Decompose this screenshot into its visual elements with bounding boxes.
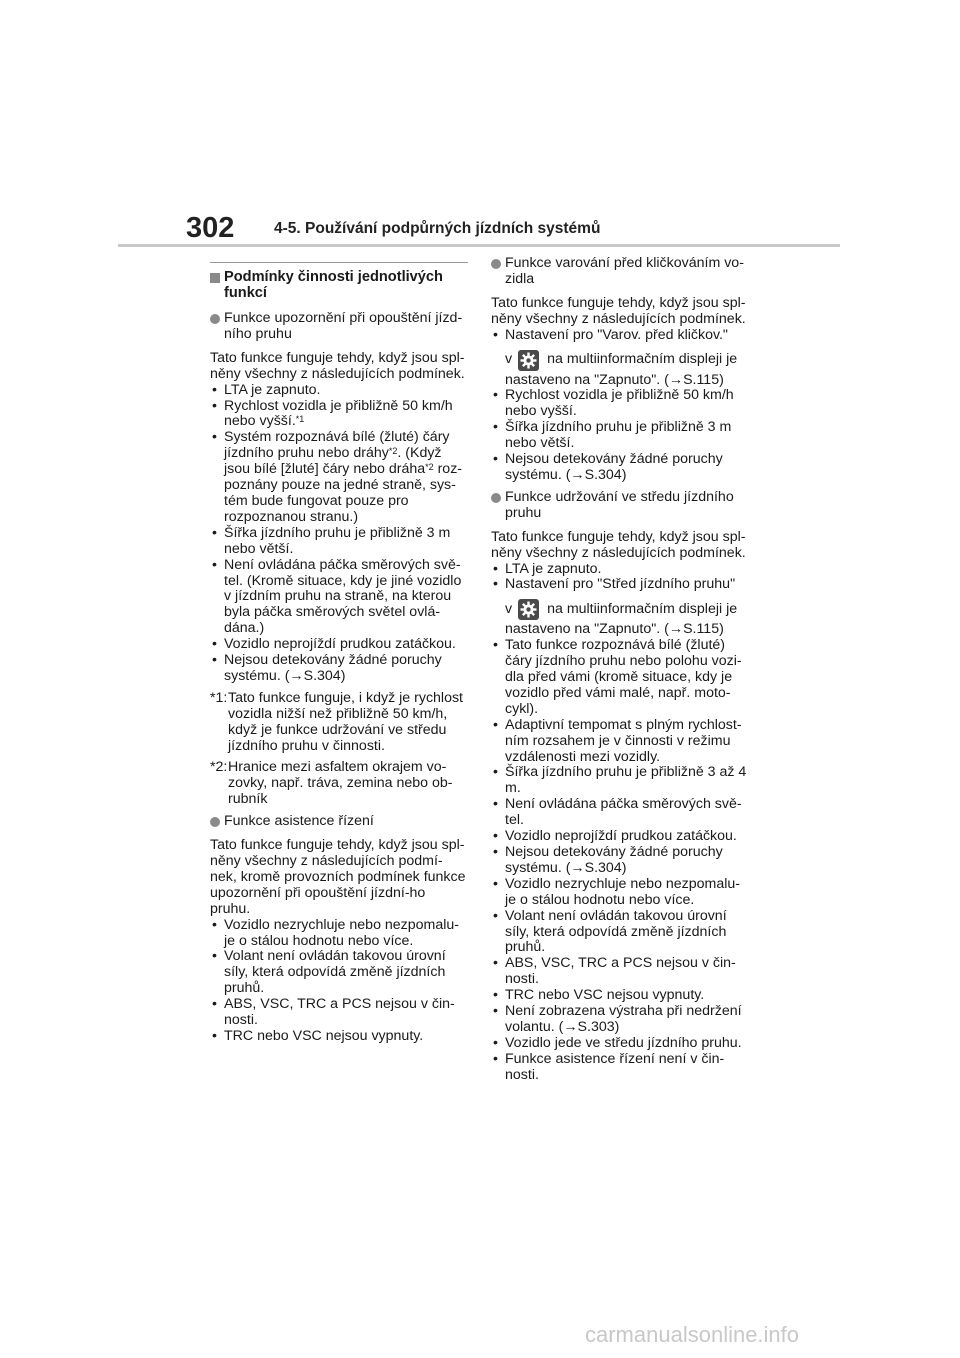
left-column <box>210 262 468 1051</box>
list-item: • Nastavení pro "Varov. před kličkov." <box>491 328 749 344</box>
header-divider <box>118 244 840 247</box>
list-item: • Funkce asistence řízení není v čin-nosti. <box>491 1052 749 1084</box>
lane-departure-intro: Tato funkce funguje tehdy, když jsou spl-něny všechny z následujících podmínek. <box>210 349 465 382</box>
steering-assist-intro: Tato funkce funguje tehdy, když jsou spl-něny všechny z následujících podmí-nek, kromě provozních podmínek funkce upozornění při opouštění jízdní-ho pruhu. <box>210 837 466 917</box>
sway-warning-heading: Funkce varování před kličkováním vo-zidla <box>491 256 749 288</box>
list-item: • Není ovládána páčka směrových svě-tel. (Kromě situace, kdy je jiné vozidlo v jízdním pruhu na straně, na kterou byla páčka směrových světel ovlá-dána.) <box>210 558 468 638</box>
watermark: carmanualsonline.info <box>585 1322 800 1347</box>
list-item: • Vozidlo neprojíždí prudkou zatáčkou. <box>210 637 468 653</box>
lane-centering-conditions <box>491 562 749 594</box>
list-item: • LTA je zapnuto. <box>210 383 468 399</box>
page-header <box>118 212 840 248</box>
list-item: • TRC nebo VSC nejsou vypnuty. <box>491 988 749 1004</box>
lane-departure-conditions <box>210 383 468 685</box>
footnote-1: *1: Tato funkce funguje, i když je rychlost vozidla nižší než přibližně 50 km/h, když je funkce udržování ve středu jízdního pruhu v činnosti. <box>210 689 463 754</box>
list-item: • Nastavení pro "Střed jízdního pruhu" <box>491 577 749 593</box>
list-item: • LTA je zapnuto. <box>491 562 749 578</box>
right-column <box>491 255 749 1090</box>
conditions-heading: Podmínky činnosti jednotlivých funkcí <box>210 262 468 301</box>
sway-warning-intro: Tato funkce funguje tehdy, když jsou spl-něny všechny z následujících podmínek. <box>491 294 746 327</box>
settings-value: nastaveno na "Zapnuto". (→S.115) <box>505 621 724 638</box>
circle-bullet-icon <box>210 314 220 324</box>
square-bullet-icon <box>210 273 220 283</box>
lane-departure-heading: Funkce upozornění při opouštění jízd-ního pruhu <box>210 311 468 343</box>
list-item: • Vozidlo nezrychluje nebo nezpomalu-je o stálou hodnotu nebo více. <box>210 918 468 950</box>
list-item: • Nejsou detekovány žádné poruchy systému. (→S.304) <box>491 452 749 484</box>
circle-bullet-icon <box>491 259 501 269</box>
sway-warning-conditions-more <box>491 388 749 483</box>
list-item: • Vozidlo nezrychluje nebo nezpomalu-je o stálou hodnotu nebo více. <box>491 877 749 909</box>
settings-value: nastaveno na "Zapnuto". (→S.115) <box>505 371 724 388</box>
list-item: • Není ovládána páčka směrových svě-tel. <box>491 797 749 829</box>
lane-centering-conditions-more <box>491 638 749 1083</box>
lane-centering-heading: Funkce udržování ve středu jízdního pruhu <box>491 490 749 522</box>
footnote-ref: *2 <box>425 462 434 473</box>
list-item: • Šířka jízdního pruhu je přibližně 3 až 4 m. <box>491 765 749 797</box>
page-number: 302 <box>186 212 235 244</box>
footnote-ref: *2 <box>388 446 398 457</box>
footnote-2: *2: Hranice mezi asfaltem okrajem vo-zovky, např. tráva, zemina nebo ob-rubník <box>210 759 453 808</box>
settings-instruction: v na multiinformačním displeji je <box>491 350 749 371</box>
list-item: • Šířka jízdního pruhu je přibližně 3 m nebo větší. <box>491 420 749 452</box>
circle-bullet-icon <box>491 493 501 503</box>
list-item: • Není zobrazena výstraha při nedržení volantu. (→S.303) <box>491 1004 749 1036</box>
list-item: • Rychlost vozidla je přibližně 50 km/h nebo vyšší. <box>491 388 749 420</box>
gear-icon <box>518 599 539 620</box>
list-item: • ABS, VSC, TRC a PCS nejsou v čin-nosti. <box>210 997 468 1029</box>
section-title: 4-5. Používání podpůrných jízdních systémů <box>274 220 601 237</box>
steering-assist-heading: Funkce asistence řízení <box>210 814 468 830</box>
list-item: • Vozidlo neprojíždí prudkou zatáčkou. <box>491 829 749 845</box>
list-item: • Vozidlo jede ve středu jízdního pruhu. <box>491 1036 749 1052</box>
list-item: • TRC nebo VSC nejsou vypnuty. <box>210 1029 468 1045</box>
list-item: • Šířka jízdního pruhu je přibližně 3 m nebo větší. <box>210 526 468 558</box>
steering-assist-conditions <box>210 918 468 1045</box>
circle-bullet-icon <box>210 817 220 827</box>
list-item: • Volant není ovládán takovou úrovní síly, která odpovídá změně jízdních pruhů. <box>491 909 749 957</box>
gear-icon <box>518 350 539 371</box>
list-item: • Rychlost vozidla je přibližně 50 km/h nebo vyšší.$^{*1}$ <box>210 399 468 431</box>
list-item: • Volant není ovládán takovou úrovní síly, která odpovídá změně jízdních pruhů. <box>210 949 468 997</box>
sway-warning-conditions <box>491 328 749 344</box>
list-item: • Nejsou detekovány žádné poruchy systému. (→S.304) <box>210 653 468 685</box>
lane-centering-intro: Tato funkce funguje tehdy, když jsou spl-něny všechny z následujících podmínek. <box>491 528 746 561</box>
list-item: • ABS, VSC, TRC a PCS nejsou v čin-nosti. <box>491 956 749 988</box>
list-item: • Systém rozpoznává bílé (žluté) čáry jízdního pruhu nebo dráhy$^{*2}$. (Když jsou bílé [žluté] čáry nebo dráha$^{*2}$ roz-poznány pouze na jedné straně, sys-tém bude fungovat pouze pro rozpoznanou stranu.) <box>210 430 468 525</box>
list-item: • Adaptivní tempomat s plným rychlost-ním rozsahem je v činnosti v režimu vzdálenosti mezi vozidly. <box>491 718 749 766</box>
list-item: • Nejsou detekovány žádné poruchy systému. (→S.304) <box>491 845 749 877</box>
settings-instruction: v na multiinformačním displeji je <box>491 599 749 620</box>
footnote-ref: *1 <box>295 414 305 425</box>
list-item: • Tato funkce rozpoznává bílé (žluté) čáry jízdního pruhu nebo polohu vozi-dla před vámi (kromě situace, kdy je vozidlo před vámi malé, např. moto-cykl). <box>491 638 749 718</box>
